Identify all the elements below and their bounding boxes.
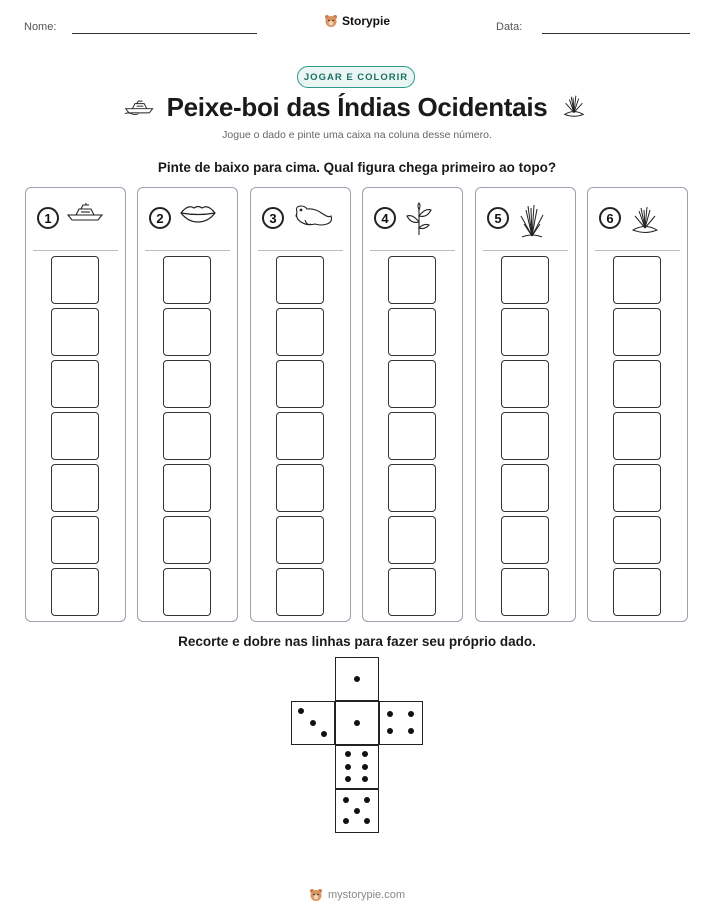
color-box[interactable] <box>276 412 324 460</box>
color-box[interactable] <box>501 308 549 356</box>
color-box[interactable] <box>501 256 549 304</box>
color-box[interactable] <box>163 360 211 408</box>
column-divider <box>258 250 343 251</box>
color-box[interactable] <box>613 308 661 356</box>
column-divider <box>33 250 118 251</box>
column-number: 1 <box>37 207 59 229</box>
color-box[interactable] <box>388 308 436 356</box>
date-line[interactable] <box>542 33 690 34</box>
color-box[interactable] <box>501 568 549 616</box>
die-pip <box>345 764 351 770</box>
die-face-1 <box>335 657 379 701</box>
column-number: 4 <box>374 207 396 229</box>
seagrass-icon <box>516 202 548 245</box>
manatee-icon <box>291 202 335 235</box>
color-box[interactable] <box>388 360 436 408</box>
column-number: 2 <box>149 207 171 229</box>
footer <box>0 888 714 902</box>
category-badge: JOGAR E COLORIR <box>297 66 415 88</box>
brand-name: Storypie <box>341 14 390 28</box>
dice-column-1 <box>25 187 126 622</box>
boat-icon <box>66 202 106 229</box>
die-pip <box>364 797 370 803</box>
title-grass-icon <box>560 92 588 125</box>
color-box[interactable] <box>388 412 436 460</box>
bear-logo-icon <box>309 888 323 902</box>
die-pip <box>387 728 393 734</box>
color-box[interactable] <box>276 256 324 304</box>
color-box[interactable] <box>613 568 661 616</box>
color-box[interactable] <box>163 516 211 564</box>
color-box[interactable] <box>163 412 211 460</box>
color-box[interactable] <box>501 464 549 512</box>
die-pip <box>343 797 349 803</box>
date-label: Data: <box>496 21 523 33</box>
die-pip <box>408 711 414 717</box>
die-pip <box>310 720 316 726</box>
column-divider <box>595 250 680 251</box>
die-pip <box>362 764 368 770</box>
dice-column-6 <box>587 187 688 622</box>
die-face-4 <box>379 701 423 745</box>
color-box[interactable] <box>388 516 436 564</box>
grass-tuft-icon <box>628 202 662 243</box>
die-pip <box>298 708 304 714</box>
die-face-3 <box>291 701 335 745</box>
color-box[interactable] <box>51 360 99 408</box>
color-box[interactable] <box>613 412 661 460</box>
die-pip <box>354 720 360 726</box>
instruction-top: Pinte de baixo para cima. Qual figura chega primeiro ao topo? <box>157 160 557 175</box>
color-box[interactable] <box>501 516 549 564</box>
color-box[interactable] <box>613 516 661 564</box>
column-number: 6 <box>599 207 621 229</box>
color-box[interactable] <box>613 256 661 304</box>
instruction-bottom: Recorte e dobre nas linhas para fazer seu próprio dado. <box>178 634 536 649</box>
die-face-6 <box>335 745 379 789</box>
page-title: Peixe-boi das Índias Ocidentais <box>166 92 548 122</box>
footer-url[interactable]: mystorypie.com <box>327 889 406 901</box>
name-line[interactable] <box>72 33 257 34</box>
color-box[interactable] <box>501 412 549 460</box>
die-pip <box>345 776 351 782</box>
dice-column-2 <box>137 187 238 622</box>
lips-icon <box>178 202 218 229</box>
column-divider <box>145 250 230 251</box>
color-box[interactable] <box>388 464 436 512</box>
color-box[interactable] <box>501 360 549 408</box>
die-pip <box>364 818 370 824</box>
dice-column-3 <box>250 187 351 622</box>
color-box[interactable] <box>163 568 211 616</box>
color-box[interactable] <box>51 256 99 304</box>
color-box[interactable] <box>51 516 99 564</box>
page-subtitle: Jogue o dado e pinte uma caixa na coluna desse número. <box>222 129 492 141</box>
color-box[interactable] <box>276 464 324 512</box>
die-pip <box>354 808 360 814</box>
die-face-1 <box>335 701 379 745</box>
bear-logo-icon <box>324 14 338 28</box>
plant-icon <box>403 202 435 241</box>
dice-column-5 <box>475 187 576 622</box>
color-box[interactable] <box>163 464 211 512</box>
color-box[interactable] <box>276 516 324 564</box>
color-box[interactable] <box>613 464 661 512</box>
color-box[interactable] <box>163 256 211 304</box>
name-label: Nome: <box>24 21 57 33</box>
die-pip <box>387 711 393 717</box>
color-box[interactable] <box>163 308 211 356</box>
die-pip <box>345 751 351 757</box>
die-pip <box>408 728 414 734</box>
die-pip <box>343 818 349 824</box>
color-box[interactable] <box>276 360 324 408</box>
die-pip <box>362 751 368 757</box>
color-box[interactable] <box>613 360 661 408</box>
brand-logo <box>0 14 714 28</box>
die-pip <box>321 731 327 737</box>
color-box[interactable] <box>51 412 99 460</box>
color-box[interactable] <box>276 568 324 616</box>
color-box[interactable] <box>51 568 99 616</box>
column-divider <box>370 250 455 251</box>
color-box[interactable] <box>388 256 436 304</box>
die-pip <box>362 776 368 782</box>
column-number: 5 <box>487 207 509 229</box>
color-box[interactable] <box>51 308 99 356</box>
column-number: 3 <box>262 207 284 229</box>
dice-column-4 <box>362 187 463 622</box>
color-box[interactable] <box>276 308 324 356</box>
die-face-5 <box>335 789 379 833</box>
die-pip <box>354 676 360 682</box>
color-box[interactable] <box>388 568 436 616</box>
color-box[interactable] <box>51 464 99 512</box>
column-divider <box>483 250 568 251</box>
